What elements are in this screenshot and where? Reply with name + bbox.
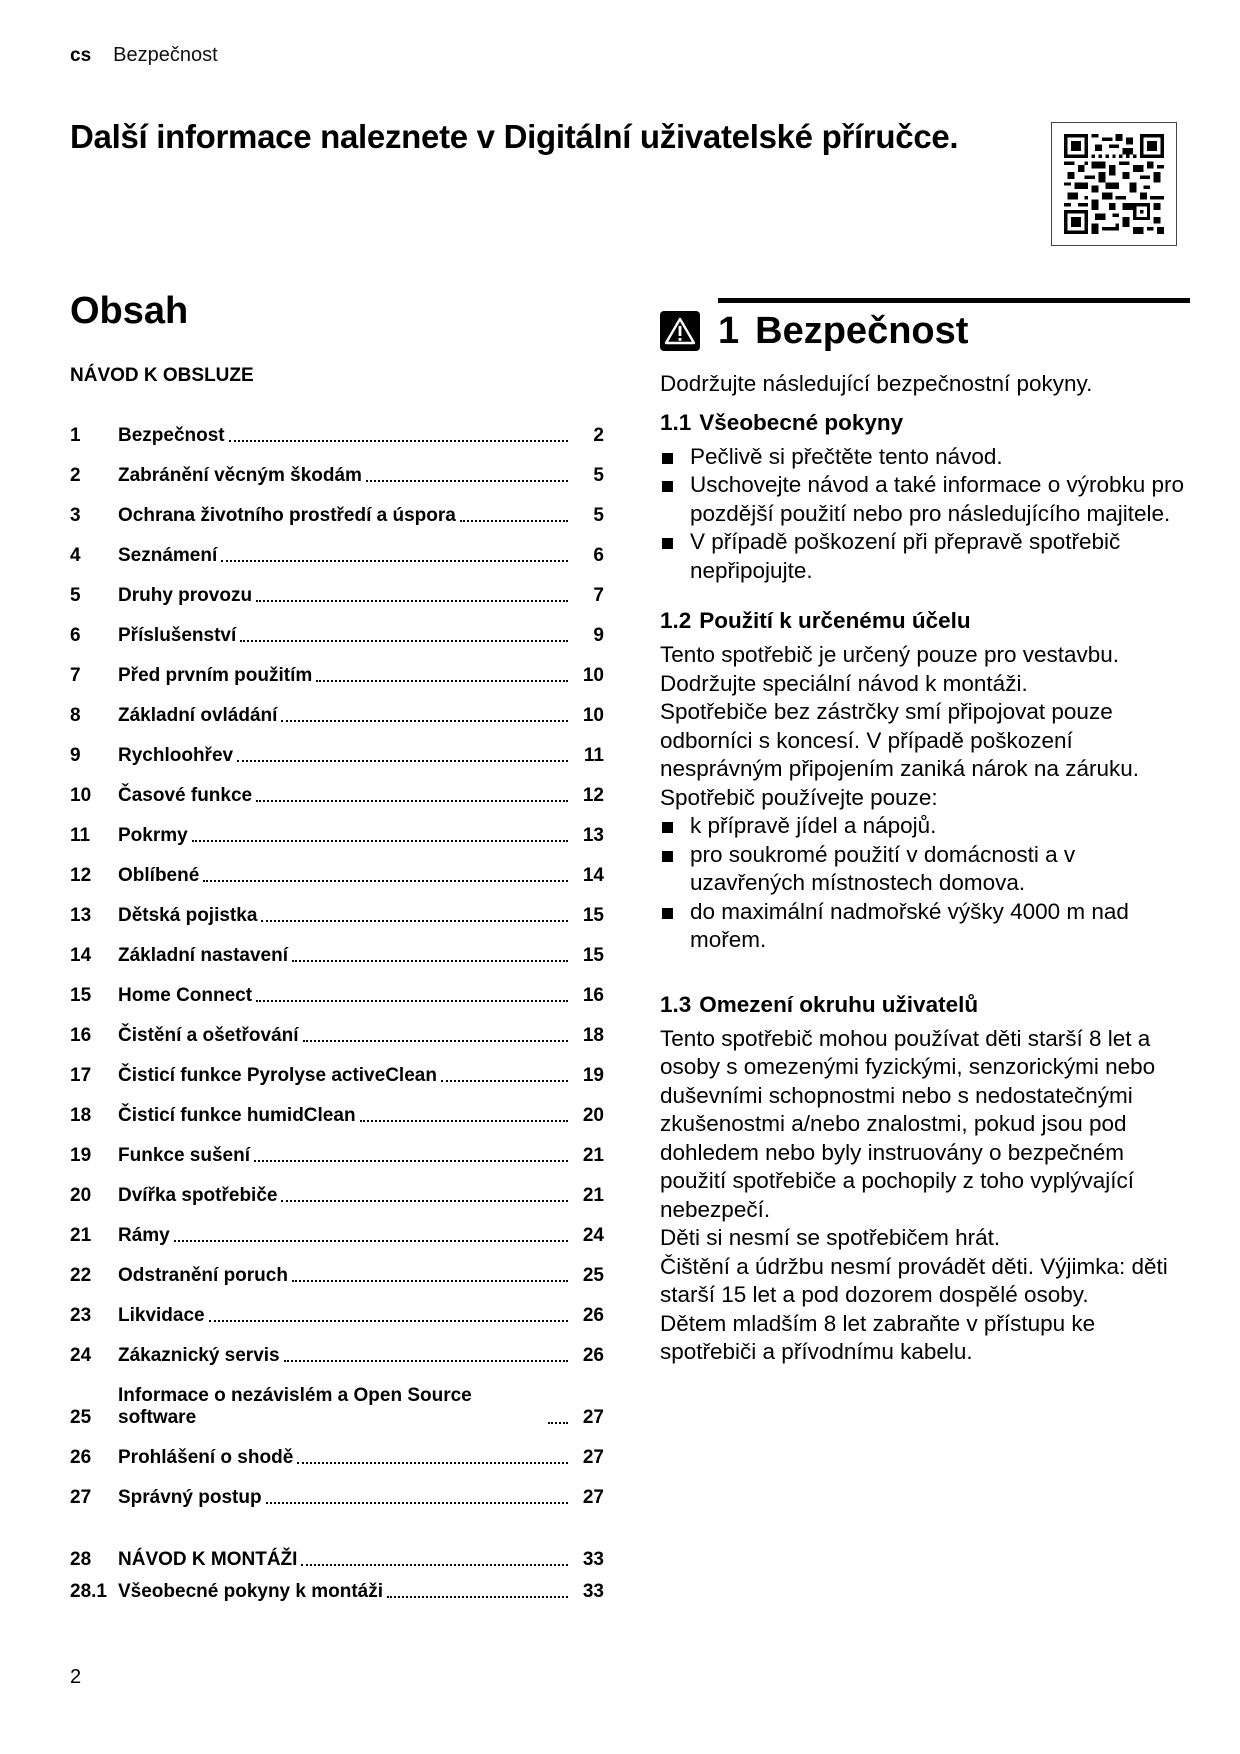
- toc-entry-label[interactable]: Všeobecné pokyny k montáži: [118, 1581, 384, 1602]
- toc-entry-number: 25: [70, 1407, 92, 1428]
- toc-entry-number: 9: [70, 745, 81, 766]
- toc-entry-number: 13: [70, 905, 92, 926]
- toc-entry-page[interactable]: 15: [582, 905, 604, 926]
- subsection-number: 1.1: [660, 409, 692, 435]
- toc-entry-label[interactable]: Rychloohřev: [118, 745, 234, 766]
- toc-entry-page[interactable]: 27: [582, 1447, 604, 1468]
- subsection-heading-1-3: [660, 991, 1190, 1019]
- toc-entry[interactable]: [70, 1127, 604, 1167]
- toc-entry-text: [118, 1549, 574, 1571]
- toc-entry-label[interactable]: Druhy provozu: [118, 585, 253, 606]
- toc-entry-label[interactable]: Před prvním použitím: [118, 665, 313, 686]
- toc-leader-dots: [441, 1080, 568, 1082]
- toc-entry-text: [118, 865, 574, 887]
- toc-entry-label[interactable]: Zabránění věcným škodám: [118, 465, 362, 486]
- toc-entry-text: [118, 625, 574, 647]
- toc-entry-text: [118, 465, 574, 487]
- toc-entry[interactable]: [70, 527, 604, 567]
- toc-entry-label[interactable]: Funkce sušení: [118, 1145, 250, 1166]
- toc-entry-text: [118, 1487, 574, 1509]
- toc-entry-text: [118, 425, 574, 447]
- subsection-title: Použití k určenému účelu: [699, 608, 971, 633]
- toc-entry-label[interactable]: Likvidace: [118, 1305, 205, 1326]
- toc-entry-text: [118, 1065, 574, 1087]
- toc-entry-label[interactable]: Zákaznický servis: [118, 1345, 280, 1366]
- toc-entry[interactable]: [70, 967, 604, 1007]
- toc-entry-number: 10: [70, 785, 92, 806]
- safety-title: [718, 310, 968, 353]
- toc-entry-page[interactable]: 26: [582, 1345, 604, 1366]
- toc-entry-label[interactable]: Dvířka spotřebiče: [118, 1185, 278, 1206]
- toc-entry-text: [118, 745, 574, 767]
- toc-entry-page[interactable]: 5: [593, 505, 604, 526]
- list-item: pro soukromé použití v domácnosti a v uzavřených místnostech domova.: [660, 841, 1190, 898]
- toc-entry-number: 20: [70, 1185, 92, 1206]
- toc-entry-label[interactable]: Prohlášení o shodě: [118, 1447, 294, 1468]
- toc-entry-page[interactable]: 33: [582, 1581, 604, 1602]
- toc-entry-page[interactable]: 21: [582, 1145, 604, 1166]
- toc-entry-number: 8: [70, 705, 81, 726]
- toc-entry-text: [118, 1305, 574, 1327]
- list-item: do maximální nadmořské výšky 4000 m nad mořem.: [660, 898, 1190, 955]
- toc-entry-text: [118, 945, 574, 967]
- toc-spacer: [70, 1509, 604, 1531]
- paragraph: Spotřebič používejte pouze:: [660, 784, 938, 810]
- toc-entry[interactable]: [70, 847, 604, 887]
- list-item: Pečlivě si přečtěte tento návod.: [660, 443, 1190, 472]
- toc-entry-number: 18: [70, 1105, 92, 1126]
- toc-title: Obsah: [70, 290, 189, 332]
- toc-leader-dots: [256, 1000, 568, 1002]
- toc-entry-page[interactable]: 10: [582, 665, 604, 686]
- toc-leader-dots: [387, 1596, 568, 1598]
- toc-entry-text: [118, 505, 574, 527]
- toc-entry-text: [118, 1385, 574, 1429]
- toc-entry-page[interactable]: 16: [582, 985, 604, 1006]
- toc-leader-dots: [316, 680, 568, 682]
- toc-entry-label[interactable]: Dětská pojistka: [118, 905, 258, 926]
- toc-entry-label[interactable]: Správný postup: [118, 1487, 262, 1508]
- toc-entry-page[interactable]: 18: [582, 1025, 604, 1046]
- toc-entry[interactable]: [70, 567, 604, 607]
- toc-entry-text: [118, 1025, 574, 1047]
- toc-entry-number: 2: [70, 465, 81, 486]
- toc-entry-label[interactable]: Odstranění poruch: [118, 1265, 288, 1286]
- toc-entry-number: 21: [70, 1225, 92, 1246]
- section-number: 1: [718, 309, 740, 352]
- subsection-title: Všeobecné pokyny: [699, 409, 904, 435]
- toc-entry-page[interactable]: 11: [583, 745, 604, 766]
- heading-rule: [718, 298, 1190, 303]
- running-header: [70, 44, 218, 67]
- toc-entry[interactable]: [70, 1327, 604, 1367]
- toc-entry[interactable]: [70, 1367, 604, 1429]
- toc-entry[interactable]: [70, 1007, 604, 1047]
- toc-entry-page[interactable]: 19: [582, 1065, 604, 1086]
- toc-list: [70, 407, 604, 1509]
- toc-entry-number: 14: [70, 945, 92, 966]
- toc-entry[interactable]: [70, 1571, 604, 1603]
- toc-entry[interactable]: [70, 1287, 604, 1327]
- toc-entry-text: [118, 785, 574, 807]
- toc-entry-label[interactable]: Pokrmy: [118, 825, 188, 846]
- toc-entry-text: [118, 705, 574, 727]
- toc-entry-label[interactable]: Čistění a ošetřování: [118, 1025, 299, 1046]
- toc-entry-text: [118, 1447, 574, 1469]
- toc-entry-page[interactable]: 15: [582, 945, 604, 966]
- toc-entry[interactable]: [70, 1167, 604, 1207]
- paragraph: Čištění a údržbu nesmí provádět děti. Výjimka: děti starší 15 let a pod dozorem dospělé osoby.: [660, 1253, 1168, 1307]
- toc-entry-page[interactable]: 26: [582, 1305, 604, 1326]
- toc-entry-number: 28.1: [70, 1581, 107, 1602]
- toc-entry-label[interactable]: Čisticí funkce humidClean: [118, 1105, 356, 1126]
- toc-leader-dots: [261, 920, 568, 922]
- toc-entry-number: 26: [70, 1447, 92, 1468]
- toc-leader-dots: [229, 440, 568, 442]
- table-of-contents: [70, 290, 604, 1603]
- paragraph: Dětem mladším 8 let zabraňte v přístupu ke spotřebiči a přívodnímu kabelu.: [660, 1310, 1096, 1364]
- toc-entry-text: [118, 985, 574, 1007]
- toc-leader-dots: [297, 1462, 568, 1464]
- toc-entry-text: [118, 1145, 574, 1167]
- toc-entry-text: [118, 1225, 574, 1247]
- toc-leader-dots: [360, 1120, 568, 1122]
- toc-leader-dots: [256, 800, 568, 802]
- toc-leader-dots: [254, 1160, 568, 1162]
- paragraph: Spotřebiče bez zástrčky smí připojovat pouze odborníci s koncesí. V případě poškození nesprávným připojením zaniká nárok na záruku.: [660, 699, 1139, 781]
- toc-leader-dots: [221, 560, 568, 562]
- toc-entry-page[interactable]: 14: [582, 865, 604, 886]
- toc-entry-page[interactable]: 12: [582, 785, 604, 806]
- toc-entry-label[interactable]: Základní nastavení: [118, 945, 289, 966]
- subsection-number: 1.2: [660, 608, 692, 633]
- toc-entry-page[interactable]: 9: [593, 625, 604, 646]
- toc-entry-page[interactable]: 13: [582, 825, 604, 846]
- paragraph: Tento spotřebič je určený pouze pro vestavbu.: [660, 642, 1120, 667]
- safety-section: [660, 298, 1190, 1367]
- toc-entry[interactable]: [70, 887, 604, 927]
- toc-entry-page[interactable]: 10: [582, 705, 604, 726]
- toc-subtitle: NÁVOD K OBSLUZE: [70, 365, 254, 386]
- toc-entry-text: [118, 1581, 574, 1603]
- toc-leader-dots: [281, 720, 568, 722]
- toc-entry-label[interactable]: Rámy: [118, 1225, 170, 1246]
- toc-entry-number: 6: [70, 625, 81, 646]
- toc-entry-number: 12: [70, 865, 92, 886]
- toc-entry-number: 24: [70, 1345, 92, 1366]
- qr-code-icon[interactable]: [1051, 122, 1177, 246]
- toc-entry[interactable]: [70, 607, 604, 647]
- toc-leader-dots: [240, 640, 568, 642]
- toc-entry-number: 7: [70, 665, 81, 686]
- toc-entry-page[interactable]: 21: [582, 1185, 604, 1206]
- toc-entry-page[interactable]: 20: [582, 1105, 604, 1126]
- toc-entry-label[interactable]: NÁVOD K MONTÁŽI: [118, 1549, 298, 1570]
- toc-entry[interactable]: [70, 407, 604, 447]
- toc-entry-label[interactable]: Bezpečnost: [118, 425, 225, 446]
- toc-entry-text: [118, 1345, 574, 1367]
- toc-leader-dots: [256, 600, 568, 602]
- toc-leader-dots: [203, 880, 568, 882]
- toc-entry-number: 19: [70, 1145, 92, 1166]
- toc-entry-number: 23: [70, 1305, 92, 1326]
- toc-leader-dots: [192, 840, 568, 842]
- toc-leader-dots: [281, 1200, 568, 1202]
- toc-entry-text: [118, 545, 574, 567]
- toc-entry-number: 16: [70, 1025, 92, 1046]
- qr-code-graphic: [1064, 134, 1164, 234]
- toc-entry-page[interactable]: 24: [582, 1225, 604, 1246]
- toc-entry-text: [118, 1105, 574, 1127]
- toc-entry-number: 22: [70, 1265, 92, 1286]
- toc-entry[interactable]: [70, 487, 604, 527]
- toc-entry[interactable]: [70, 767, 604, 807]
- toc-entry-number: 5: [70, 585, 81, 606]
- toc-entry[interactable]: [70, 1047, 604, 1087]
- toc-entry-page[interactable]: 7: [593, 585, 604, 606]
- toc-entry[interactable]: [70, 1247, 604, 1287]
- section-title: Bezpečnost: [755, 309, 969, 352]
- header-section-title: Bezpečnost: [113, 44, 218, 66]
- toc-entry[interactable]: [70, 1087, 604, 1127]
- general-instructions-list: [660, 443, 1190, 586]
- toc-entry[interactable]: [70, 807, 604, 847]
- toc-leader-dots: [548, 1422, 568, 1424]
- toc-entry-label[interactable]: Oblíbené: [118, 865, 200, 886]
- toc-leader-dots: [209, 1320, 568, 1322]
- list-item: Uschovejte návod a také informace o výrobku pro pozdější použití nebo pro následujícího majitele.: [660, 471, 1190, 528]
- safety-heading: [660, 298, 1190, 356]
- safety-intro: Dodržujte následující bezpečnostní pokyny.: [660, 371, 1093, 396]
- toc-install-list: [70, 1531, 604, 1603]
- toc-leader-dots: [301, 1564, 568, 1566]
- toc-entry-label[interactable]: Čisticí funkce Pyrolyse activeClean: [118, 1065, 437, 1086]
- toc-entry-number: 27: [70, 1487, 92, 1508]
- toc-entry[interactable]: [70, 647, 604, 687]
- list-item: k přípravě jídel a nápojů.: [660, 812, 1190, 841]
- toc-entry[interactable]: [70, 687, 604, 727]
- page-number: 2: [70, 1666, 82, 1688]
- toc-entry[interactable]: [70, 1429, 604, 1469]
- toc-entry-number: 17: [70, 1065, 92, 1086]
- toc-entry-label[interactable]: Informace o nezávislém a Open Source software: [118, 1385, 472, 1428]
- paragraph: Tento spotřebič mohou používat děti starší 8 let a osoby s omezenými fyzickými, senzorickými nebo duševními schopnostmi nebo s nedostatečnými zkušenostmi a/nebo znalostmi, pokud jsou pod dohledem nebo byly instruovány o bezpečném použití spotřebiče a pochopily z toho vyplývající nebezpečí.: [660, 1025, 1156, 1222]
- digital-manual-notice: Další informace naleznete v Digitální uživatelské příručce.: [70, 118, 959, 155]
- toc-entry-page[interactable]: 33: [582, 1549, 604, 1570]
- toc-entry[interactable]: [70, 447, 604, 487]
- paragraph: Dodržujte speciální návod k montáži.: [660, 670, 1028, 696]
- subsection-number: 1.3: [660, 991, 692, 1017]
- toc-leader-dots: [237, 760, 568, 762]
- toc-entry-number: 11: [70, 825, 91, 846]
- subsection-title: Omezení okruhu uživatelů: [699, 991, 979, 1017]
- toc-leader-dots: [284, 1360, 568, 1362]
- toc-leader-dots: [174, 1240, 568, 1242]
- toc-entry-label[interactable]: Příslušenství: [118, 625, 237, 646]
- list-item: V případě poškození při přepravě spotřebič nepřipojujte.: [660, 528, 1190, 585]
- subsection-heading-1-2: [660, 607, 1190, 635]
- toc-entry[interactable]: [70, 1531, 604, 1571]
- toc-entry-label[interactable]: Seznámení: [118, 545, 218, 566]
- toc-entry-number: 1: [70, 425, 81, 446]
- toc-leader-dots: [366, 480, 568, 482]
- intended-use-list: [660, 812, 1190, 955]
- toc-entry-page[interactable]: 27: [582, 1407, 604, 1428]
- warning-triangle-icon: [660, 311, 700, 351]
- toc-entry-text: [118, 825, 574, 847]
- toc-leader-dots: [292, 1280, 568, 1282]
- toc-entry-text: [118, 1265, 574, 1287]
- toc-entry-text: [118, 585, 574, 607]
- paragraph: Děti si nesmí se spotřebičem hrát.: [660, 1225, 1001, 1250]
- toc-entry[interactable]: [70, 1469, 604, 1509]
- toc-entry-label[interactable]: Časové funkce: [118, 785, 253, 806]
- subsection-heading-1-1: [660, 409, 1190, 437]
- toc-entry[interactable]: [70, 1207, 604, 1247]
- toc-entry-label[interactable]: Home Connect: [118, 985, 253, 1006]
- toc-entry-number: 15: [70, 985, 92, 1006]
- toc-leader-dots: [292, 960, 568, 962]
- toc-entry-text: [118, 905, 574, 927]
- toc-entry[interactable]: [70, 927, 604, 967]
- toc-entry-page[interactable]: 2: [593, 425, 604, 446]
- toc-entry-number: 3: [70, 505, 81, 526]
- toc-entry-text: [118, 665, 574, 687]
- toc-leader-dots: [460, 520, 568, 522]
- toc-entry[interactable]: [70, 727, 604, 767]
- toc-entry-number: 28: [70, 1549, 92, 1570]
- toc-entry-number: 4: [70, 545, 81, 566]
- toc-entry-label[interactable]: Ochrana životního prostředí a úspora: [118, 505, 456, 526]
- toc-leader-dots: [266, 1502, 568, 1504]
- toc-entry-text: [118, 1185, 574, 1207]
- toc-entry-page[interactable]: 25: [582, 1265, 604, 1286]
- toc-entry-page[interactable]: 6: [593, 545, 604, 566]
- toc-entry-label[interactable]: Základní ovládání: [118, 705, 278, 726]
- language-code: cs: [70, 45, 92, 66]
- toc-entry-page[interactable]: 27: [582, 1487, 604, 1508]
- toc-entry-page[interactable]: 5: [593, 465, 604, 486]
- toc-leader-dots: [303, 1040, 568, 1042]
